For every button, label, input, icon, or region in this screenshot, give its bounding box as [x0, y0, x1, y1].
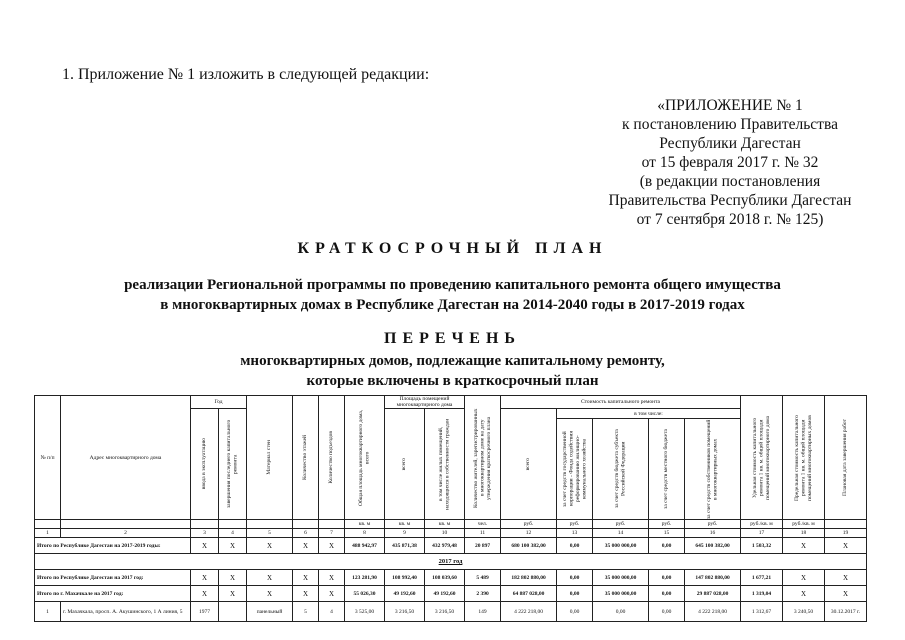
header-num: № п/п: [35, 396, 61, 520]
header-address: Адрес многоквартирного дома: [61, 396, 191, 520]
table-cell: 182 802 880,00: [501, 570, 557, 586]
header-cost-group: Стоимость капитального ремонта: [501, 396, 741, 409]
appendix-line: (в редакции постановления: [639, 173, 821, 190]
unit-cell: [825, 520, 867, 529]
column-number-cell: 10: [425, 529, 465, 538]
table-cell: 5 489: [465, 570, 501, 586]
unit-cell: [247, 520, 293, 529]
table-cell: X: [783, 586, 825, 602]
row-label: Итого по Республике Дагестан на 2017-2019 годы:: [35, 538, 191, 554]
column-number-cell: 5: [247, 529, 293, 538]
table-cell: 645 100 382,00: [685, 538, 741, 554]
table-cell: X: [247, 586, 293, 602]
table-cell: X: [319, 538, 345, 554]
header-area-residential: в том числе жилых помещений, находящихся в собственности граждан: [425, 409, 465, 520]
column-number-cell: 15: [649, 529, 685, 538]
repair-plan-table: [34, 395, 867, 622]
total-row: [35, 570, 867, 586]
row-address: г. Махачкала, просп. А. Акушинского, 1 А линия, 5: [61, 602, 191, 622]
unit-cell: чел.: [465, 520, 501, 529]
unit-cell: руб.: [685, 520, 741, 529]
table-cell: X: [293, 586, 319, 602]
table-cell: 1 677,21: [741, 570, 783, 586]
table-cell: 3 216,50: [385, 602, 425, 622]
row-number: 1: [35, 602, 61, 622]
subtitle-line: реализации Региональной программы по проведению капитального ремонта общего имущества: [124, 277, 781, 293]
table-cell: 1 312,67: [741, 602, 783, 622]
column-number-cell: 14: [593, 529, 649, 538]
table-cell: 3 216,50: [425, 602, 465, 622]
unit-cell: кв. м: [425, 520, 465, 529]
table-cell: 0,00: [649, 602, 685, 622]
table-cell: 4: [319, 602, 345, 622]
header-area-total: всего: [385, 409, 425, 520]
table-cell: 3 525,00: [345, 602, 385, 622]
header-wall-material: Материал стен: [247, 396, 293, 520]
unit-cell: [191, 520, 219, 529]
unit-cell: [219, 520, 247, 529]
table-cell: 108 992,40: [385, 570, 425, 586]
table-cell: X: [219, 570, 247, 586]
unit-cell: руб./кв. м: [741, 520, 783, 529]
table-cell: 488 942,97: [345, 538, 385, 554]
table-cell: X: [191, 538, 219, 554]
table-cell: 2 390: [465, 586, 501, 602]
appendix-line: от 7 сентября 2018 г. № 125): [636, 211, 824, 228]
table-cell: X: [825, 570, 867, 586]
column-number-cell: 9: [385, 529, 425, 538]
table-cell: 149: [465, 602, 501, 622]
column-number-cell: 3: [191, 529, 219, 538]
table-cell: 432 979,48: [425, 538, 465, 554]
column-number-cell: 6: [293, 529, 319, 538]
list-subtitle: [0, 351, 905, 391]
unit-cell: [35, 520, 61, 529]
table-cell: 64 887 028,00: [501, 586, 557, 602]
table-cell: X: [247, 538, 293, 554]
table-cell: 0,00: [593, 602, 649, 622]
table-cell: [219, 602, 247, 622]
table-cell: 435 871,38: [385, 538, 425, 554]
header-year-last-repair: завершения последнего капитального ремонта: [219, 409, 247, 520]
header-cost-including: в том числе:: [557, 409, 741, 419]
header-floors: Количество этажей: [293, 396, 319, 520]
table-cell: 123 281,90: [345, 570, 385, 586]
column-numbers-row: [35, 529, 867, 538]
table-cell: X: [247, 570, 293, 586]
table-cell: X: [293, 570, 319, 586]
column-number-cell: 2: [61, 529, 191, 538]
table-cell: 3 240,50: [783, 602, 825, 622]
list-subtitle-line: которые включены в краткосрочный план: [306, 373, 599, 389]
appendix-line: от 15 февраля 2017 г. № 32: [641, 154, 819, 171]
document-subtitle: [0, 275, 905, 315]
unit-cell: кв. м: [385, 520, 425, 529]
table-cell: X: [293, 538, 319, 554]
column-number-cell: 16: [685, 529, 741, 538]
table-cell: 30.12.2017 г.: [825, 602, 867, 622]
header-plan-date: Плановая дата завершения работ: [825, 396, 867, 520]
column-number-cell: 12: [501, 529, 557, 538]
column-number-cell: 7: [319, 529, 345, 538]
unit-cell: руб.: [501, 520, 557, 529]
table-cell: 1 319,04: [741, 586, 783, 602]
table-cell: 1977: [191, 602, 219, 622]
column-number-cell: 18: [783, 529, 825, 538]
table-cell: 5: [293, 602, 319, 622]
table-cell: 0,00: [557, 570, 593, 586]
header-cost-region: за счет средств бюджета субъекта Российской Федерации: [593, 419, 649, 520]
total-row: [35, 586, 867, 602]
header-cost-owners: за счет средств собственников помещений в многоквартирных домах: [685, 419, 741, 520]
table-cell: X: [825, 586, 867, 602]
header-residents: Количество жителей, зарегистрированных в многоквартирном доме на дату утверждения краткосрочного плана: [465, 396, 501, 520]
table-cell: X: [783, 570, 825, 586]
table-cell: 29 887 028,00: [685, 586, 741, 602]
table-cell: X: [191, 570, 219, 586]
header-area-group: Площадь помещений многоквартирного дома: [385, 396, 465, 409]
table-cell: 35 000 000,00: [593, 570, 649, 586]
unit-cell: руб./кв. м: [783, 520, 825, 529]
table-cell: 680 100 382,00: [501, 538, 557, 554]
table-cell: 4 222 218,00: [501, 602, 557, 622]
table-cell: 0,00: [649, 538, 685, 554]
table-cell: 4 222 218,00: [685, 602, 741, 622]
column-number-cell: 4: [219, 529, 247, 538]
column-number-cell: 8: [345, 529, 385, 538]
table-row: [35, 602, 867, 622]
header-unit-cost: Удельная стоимость капитального ремонта 1 кв. м. общей площади помещений многоквартирного дома: [741, 396, 783, 520]
header-year-commission: ввода в эксплуатацию: [191, 409, 219, 520]
appendix-line: к постановлению Правительства: [622, 116, 838, 133]
unit-cell: [293, 520, 319, 529]
table-cell: X: [783, 538, 825, 554]
total-row: [35, 538, 867, 554]
header-total-area: Общая площадь многоквартирного дома, всего: [345, 396, 385, 520]
unit-cell: руб.: [649, 520, 685, 529]
header-entrances: Количество подъездов: [319, 396, 345, 520]
table-cell: X: [319, 570, 345, 586]
section-label: 2017 год: [35, 554, 867, 570]
table-cell: X: [825, 538, 867, 554]
document-title: КРАТКОСРОЧНЫЙ ПЛАН: [297, 240, 608, 257]
table-cell: X: [319, 586, 345, 602]
table-cell: 0,00: [557, 586, 593, 602]
appendix-line: Правительства Республики Дагестан: [608, 192, 852, 209]
list-title: ПЕРЕЧЕНЬ: [384, 330, 521, 347]
intro-text: 1. Приложение № 1 изложить в следующей редакции:: [62, 66, 430, 83]
table-cell: 0,00: [649, 570, 685, 586]
units-row: [35, 520, 867, 529]
table-cell: 147 802 880,00: [685, 570, 741, 586]
table-cell: 20 897: [465, 538, 501, 554]
row-label: Итого по Республике Дагестан на 2017 год:: [35, 570, 191, 586]
table-body: [35, 538, 867, 622]
appendix-line: Республики Дагестан: [659, 135, 801, 152]
table-cell: X: [219, 586, 247, 602]
table-cell: X: [219, 538, 247, 554]
table-cell: 0,00: [557, 602, 593, 622]
table-cell: 35 000 000,00: [593, 538, 649, 554]
subtitle-line: в многоквартирных домах в Республике Дагестан на 2014-2040 годы в 2017-2019 годах: [160, 297, 745, 313]
unit-cell: [61, 520, 191, 529]
header-max-cost: Предельная стоимость капитального ремонта 1 кв. м. общей площади помещений многоквартирных домов: [783, 396, 825, 520]
unit-cell: руб.: [593, 520, 649, 529]
list-subtitle-line: многоквартирных домов, подлежащие капитальному ремонту,: [240, 353, 665, 369]
table-cell: 0,00: [649, 586, 685, 602]
column-number-cell: 11: [465, 529, 501, 538]
header-year-group: Год: [191, 396, 247, 409]
table-cell: панельный: [247, 602, 293, 622]
column-number-cell: 13: [557, 529, 593, 538]
unit-cell: руб.: [557, 520, 593, 529]
unit-cell: кв. м: [345, 520, 385, 529]
table-cell: 1 503,32: [741, 538, 783, 554]
table-cell: 108 039,60: [425, 570, 465, 586]
appendix-header: [590, 96, 870, 229]
appendix-line: «ПРИЛОЖЕНИЕ № 1: [657, 97, 803, 114]
header-cost-fund: за счет средств государственной корпорации - Фонда содействия реформированию жилищно-коммунального хозяйства: [557, 419, 593, 520]
table-cell: 49 192,60: [425, 586, 465, 602]
column-number-cell: 1: [35, 529, 61, 538]
header-cost-total: всего: [501, 409, 557, 520]
table-cell: 35 000 000,00: [593, 586, 649, 602]
table-cell: 55 026,30: [345, 586, 385, 602]
table-cell: 0,00: [557, 538, 593, 554]
unit-cell: [319, 520, 345, 529]
row-label: Итого по г. Махачкале на 2017 год:: [35, 586, 191, 602]
table-cell: 49 192,60: [385, 586, 425, 602]
section-row: [35, 554, 867, 570]
column-number-cell: 17: [741, 529, 783, 538]
column-number-cell: 19: [825, 529, 867, 538]
header-cost-local: за счет средств местного бюджета: [649, 419, 685, 520]
table-cell: X: [191, 586, 219, 602]
